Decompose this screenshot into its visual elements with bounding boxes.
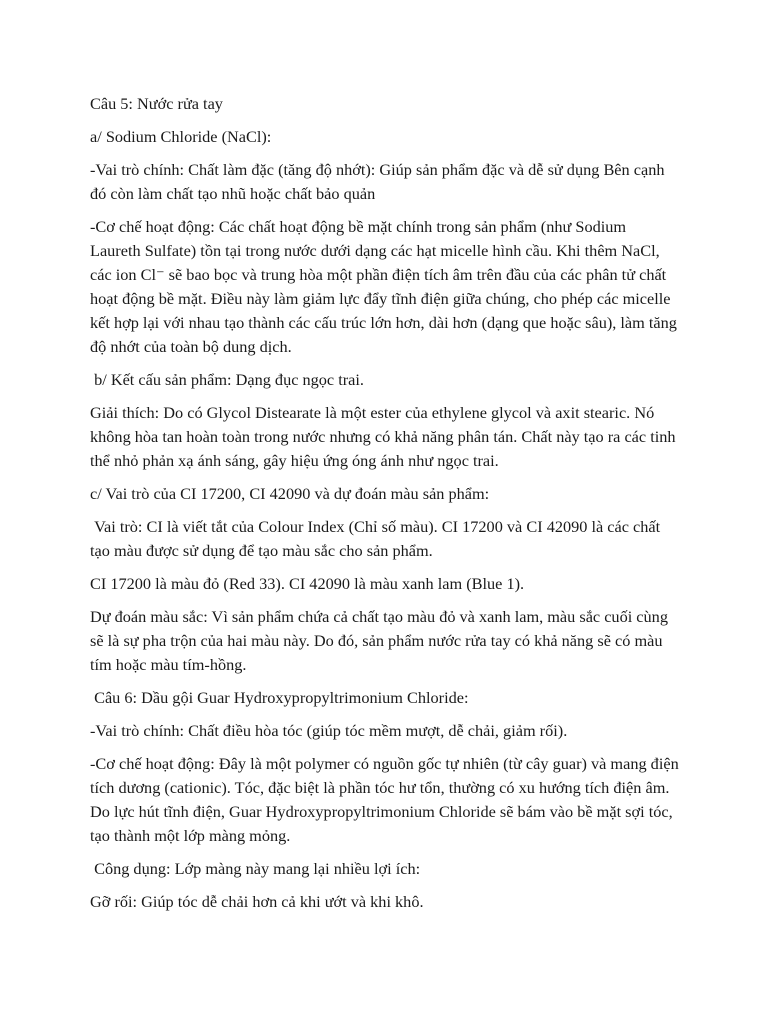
paragraph-mechanism-guar: -Cơ chế hoạt động: Đây là một polymer có nguồn gốc tự nhiên (từ cây guar) và mang điện tích dương (cationic). Tóc, đặc biệt là phần tóc hư tổn, thường có xu hướng tích điện âm. Do lực hút tĩnh điện, Guar Hydroxypropyltrimonium Chloride sẽ bám vào bề mặt sợi tóc, tạo thành một lớp màng mỏng. — [90, 754, 683, 845]
paragraph-main-role-nacl: -Vai trò chính: Chất làm đặc (tăng độ nhớt): Giúp sản phẩm đặc và dễ sử dụng Bên cạnh đó còn làm chất tạo nhũ hoặc chất bảo quản — [90, 160, 669, 203]
paragraph-detangle: Gỡ rối: Giúp tóc dễ chải hơn cả khi ướt và khi khô. — [90, 892, 424, 911]
document-body — [90, 92, 683, 923]
paragraph-mechanism-nacl: -Cơ chế hoạt động: Các chất hoạt động bề mặt chính trong sản phẩm (như Sodium Laureth Sulfate) tồn tại trong nước dưới dạng các hạt micelle hình cầu. Khi thêm NaCl, các ion Cl⁻ sẽ bao bọc và trung hòa một phần điện tích âm trên đầu của các phân tử chất hoạt động bề mặt. Điều này làm giảm lực đẩy tĩnh điện giữa chúng, cho phép các micelle kết hợp lại với nhau tạo thành các cấu trúc lớn hơn, dài hơn (dạng que hoặc sâu), làm tăng độ nhớt của toàn bộ dung dịch. — [90, 217, 682, 356]
heading-cau-6: Câu 6: Dầu gội Guar Hydroxypropyltrimonium Chloride: — [90, 688, 469, 707]
section-b-title: b/ Kết cấu sản phẩm: Dạng đục ngọc trai. — [90, 370, 364, 389]
paragraph-main-role-guar: -Vai trò chính: Chất điều hòa tóc (giúp tóc mềm mượt, dễ chải, giảm rối). — [90, 721, 568, 740]
paragraph-color-prediction: Dự đoán màu sắc: Vì sản phẩm chứa cả chất tạo màu đỏ và xanh lam, màu sắc cuối cùng sẽ là sự pha trộn của hai màu này. Do đó, sản phẩm nước rửa tay có khả năng sẽ có màu tím hoặc màu tím-hồng. — [90, 607, 673, 674]
paragraph-ci-colors: CI 17200 là màu đỏ (Red 33). CI 42090 là màu xanh lam (Blue 1). — [90, 574, 525, 593]
paragraph-usage: Công dụng: Lớp màng này mang lại nhiều lợi ích: — [90, 859, 421, 878]
section-c-title: c/ Vai trò của CI 17200, CI 42090 và dự đoán màu sản phẩm: — [90, 484, 490, 503]
heading-cau-5: Câu 5: Nước rửa tay — [90, 94, 223, 113]
paragraph-explanation-pearl: Giải thích: Do có Glycol Distearate là một ester của ethylene glycol và axit stearic. Nó không hòa tan hoàn toàn trong nước nhưng có khả năng phân tán. Chất này tạo ra các tinh thể nhỏ phản xạ ánh sáng, gây hiệu ứng óng ánh như ngọc trai. — [90, 403, 680, 470]
section-a-title: a/ Sodium Chloride (NaCl): — [90, 127, 272, 146]
paragraph-ci-role: Vai trò: CI là viết tắt của Colour Index (Chỉ số màu). CI 17200 và CI 42090 là các chất tạo màu được sử dụng để tạo màu sắc cho sản phẩm. — [90, 517, 665, 560]
